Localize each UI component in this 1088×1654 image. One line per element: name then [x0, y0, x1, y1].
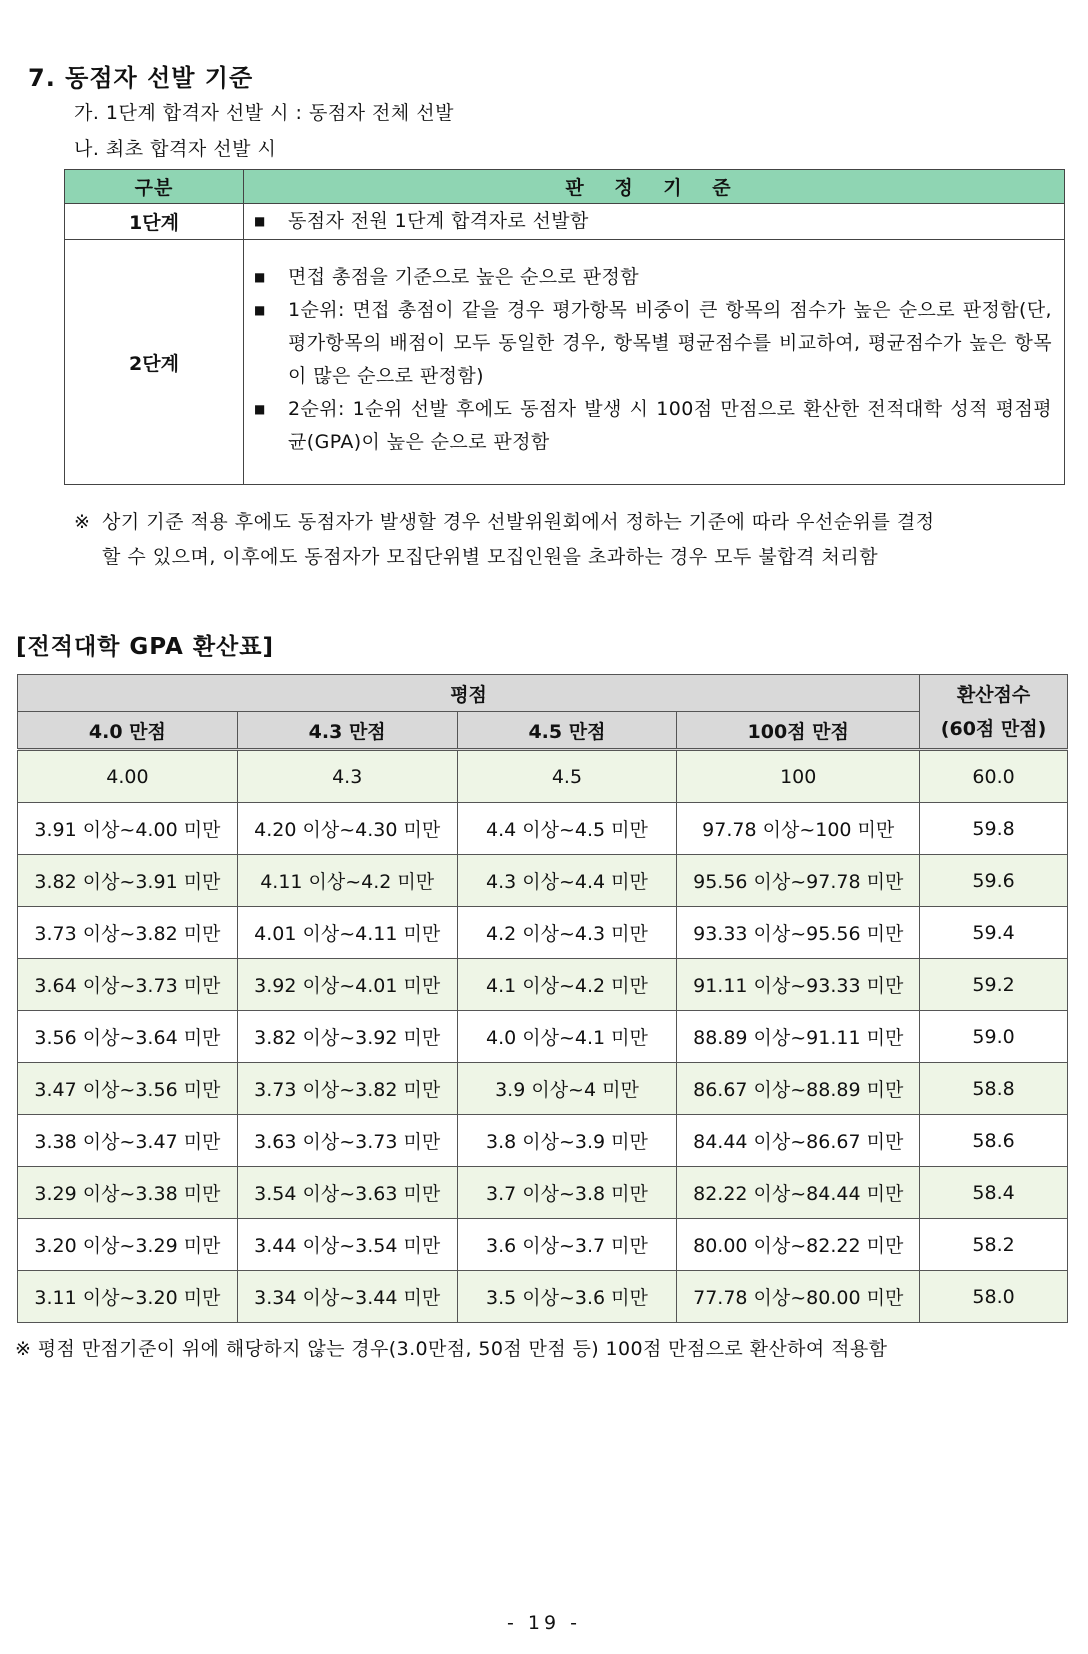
stage2-criteria — [244, 240, 1065, 485]
section-title: 7. 동점자 선발 기준 — [28, 64, 254, 92]
table-row: 4.00 4.3 4.5 100 60.0 — [18, 750, 1068, 803]
table-row: 3.56 이상~3.64 미만 3.82 이상~3.92 미만 4.0 이상~4.1 미만 88.89 이상~91.11 미만 59.0 — [18, 1011, 1068, 1063]
col-4-5-scale: 4.5 만점 — [457, 712, 677, 750]
page-number: - 19 - — [507, 1612, 581, 1634]
gpa-conversion-table — [17, 674, 1068, 1323]
table-row: 3.38 이상~3.47 미만 3.63 이상~3.73 미만 3.8 이상~3.9 미만 84.44 이상~86.67 미만 58.6 — [18, 1115, 1068, 1167]
list-item: ■ 동점자 전원 1단계 합격자로 선발함 — [254, 205, 1052, 238]
table-row: 3.20 이상~3.29 미만 3.44 이상~3.54 미만 3.6 이상~3.7 미만 80.00 이상~82.22 미만 58.2 — [18, 1219, 1068, 1271]
header-criteria: 판 정 기 준 — [244, 170, 1065, 204]
gpa-table-title: [전적대학 GPA 환산표] — [16, 634, 274, 660]
col-4-0-scale: 4.0 만점 — [18, 712, 238, 750]
tiebreak-criteria-table — [64, 169, 1065, 485]
col-4-3-scale: 4.3 만점 — [237, 712, 457, 750]
header-category: 구분 — [65, 170, 244, 204]
table-row: 3.82 이상~3.91 미만 4.11 이상~4.2 미만 4.3 이상~4.4 미만 95.56 이상~97.78 미만 59.6 — [18, 855, 1068, 907]
list-item: ■ 1순위: 면접 총점이 같을 경우 평가항목 비중이 큰 항목의 점수가 높은 순으로 판정함(단, 평가항목의 배점이 모두 동일한 경우, 항목별 평균점수를 비교하여, 평균점수가 높은 항목이 많은 순으로 판정함) — [254, 294, 1052, 393]
gpa-footnote: ※ 평점 만점기준이 위에 해당하지 않는 경우(3.0만점, 50점 만점 등) 100점 만점으로 환산하여 적용함 — [15, 1338, 888, 1360]
table-row: 3.91 이상~4.00 미만 4.20 이상~4.30 미만 4.4 이상~4.5 미만 97.78 이상~100 미만 59.8 — [18, 803, 1068, 855]
square-bullet-icon: ■ — [254, 402, 266, 416]
table-row: 3.47 이상~3.56 미만 3.73 이상~3.82 미만 3.9 이상~4 미만 86.67 이상~88.89 미만 58.8 — [18, 1063, 1068, 1115]
item-b: 나. 최초 합격자 선발 시 — [74, 138, 277, 160]
note-line-2: 할 수 있으며, 이후에도 동점자가 모집단위별 모집인원을 초과하는 경우 모두 불합격 처리함 — [102, 546, 879, 568]
stage1-label: 1단계 — [65, 204, 244, 240]
stage1-criteria — [244, 204, 1065, 240]
list-item: ■ 면접 총점을 기준으로 높은 순으로 판정함 — [254, 261, 1052, 294]
table-row: 3.11 이상~3.20 미만 3.34 이상~3.44 미만 3.5 이상~3.6 미만 77.78 이상~80.00 미만 58.0 — [18, 1271, 1068, 1323]
table-row: 3.73 이상~3.82 미만 4.01 이상~4.11 미만 4.2 이상~4.3 미만 93.33 이상~95.56 미만 59.4 — [18, 907, 1068, 959]
table-row: 3.64 이상~3.73 미만 3.92 이상~4.01 미만 4.1 이상~4.2 미만 91.11 이상~93.33 미만 59.2 — [18, 959, 1068, 1011]
list-item: ■ 2순위: 1순위 선발 후에도 동점자 발생 시 100점 만점으로 환산한 전적대학 성적 평점평균(GPA)이 높은 순으로 판정함 — [254, 393, 1052, 459]
col-100-scale: 100점 만점 — [677, 712, 920, 750]
table-row: 3.29 이상~3.38 미만 3.54 이상~3.63 미만 3.7 이상~3.8 미만 82.22 이상~84.44 미만 58.4 — [18, 1167, 1068, 1219]
criteria-note — [74, 505, 1054, 575]
stage2-label: 2단계 — [65, 240, 244, 485]
square-bullet-icon: ■ — [254, 270, 266, 284]
reference-mark: ※ — [74, 511, 91, 533]
square-bullet-icon: ■ — [254, 214, 266, 228]
converted-score-header: 환산점수 (60점 만점) — [920, 675, 1068, 750]
item-a: 가. 1단계 합격자 선발 시 : 동점자 전체 선발 — [74, 102, 455, 124]
note-line-1: 상기 기준 적용 후에도 동점자가 발생할 경우 선발위원회에서 정하는 기준에 따라 우선순위를 결정 — [102, 511, 935, 533]
gpa-group-header: 평점 — [18, 675, 920, 712]
square-bullet-icon: ■ — [254, 303, 266, 317]
